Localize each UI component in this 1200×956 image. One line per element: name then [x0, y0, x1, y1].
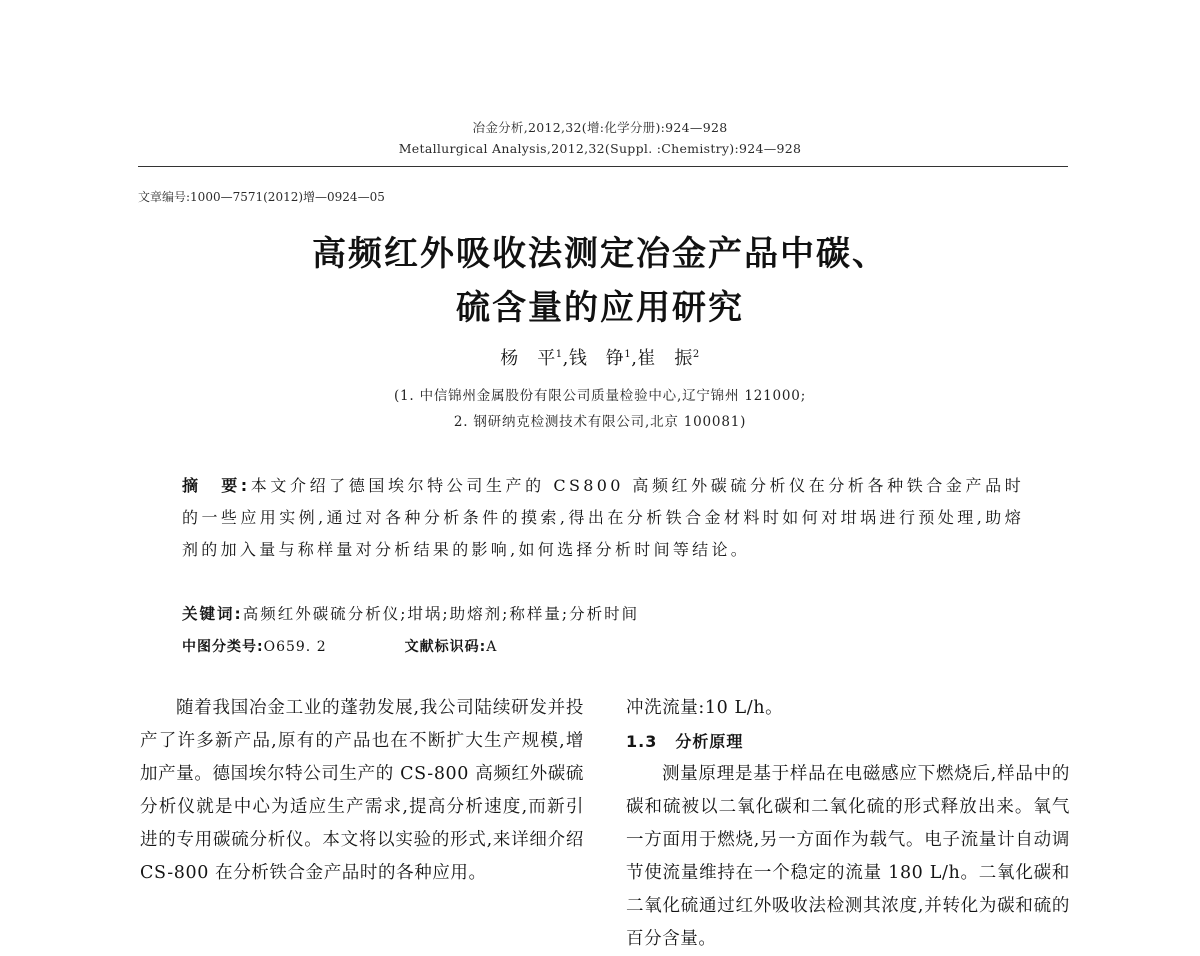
abstract-label: 摘 要:: [182, 476, 251, 495]
intro-paragraph: 随着我国冶金工业的蓬勃发展,我公司陆续研发并投产了许多新产品,原有的产品也在不断扩大生产规模,增加产量。德国埃尔特公司生产的 CS-800 高频红外碳硫分析仪就是中心为适应生产需求,提高分析速度,而新引进的专用碳硫分析仪。本文将以实验的形式,来详细介绍 CS-800 在分析铁合金产品时的各种应用。: [140, 698, 584, 883]
author-name: 崔 振: [637, 348, 693, 369]
journal-citation-cn: 冶金分析,2012,32(增:化学分册):924—928: [472, 120, 728, 135]
keywords: [182, 602, 639, 624]
author-list: [0, 344, 1200, 370]
section-number: 1.3: [626, 732, 658, 751]
author-separator: ,: [562, 348, 569, 369]
author-affiliation-mark: 2: [692, 349, 700, 360]
author-name: 钱 铮: [568, 348, 625, 369]
header-rule: [138, 166, 1068, 167]
abstract-text: 本文介绍了德国埃尔特公司生产的 CS800 高频红外碳硫分析仪在分析各种铁合金产品时的一些应用实例,通过对各种分析条件的摸索,得出在分析铁合金材料时如何对坩埚进行预处理,助熔剂的加入量与称样量对分析结果的影响,如何选择分析时间等结论。: [182, 476, 1024, 559]
author-affiliation-mark: 1: [555, 349, 563, 360]
journal-citation-en: Metallurgical Analysis,2012,32(Suppl. :Chemistry):924—928: [398, 141, 802, 156]
author-name: 杨 平: [500, 348, 556, 369]
keywords-text: 高频红外碳硫分析仪;坩埚;助熔剂;称样量;分析时间: [242, 605, 640, 623]
paper-title-line-2: 硫含量的应用研究: [456, 288, 744, 328]
section-heading: [626, 725, 1070, 758]
classification-row: [182, 636, 497, 656]
body-column-left: [140, 692, 584, 890]
clc-label: 中图分类号:: [182, 639, 264, 655]
doc-code-value: A: [486, 639, 498, 655]
body-column-right: [626, 692, 1070, 956]
affiliation-line-2: 2. 钢研纳克检测技术有限公司,北京 100081): [453, 414, 747, 430]
clc-value: O659. 2: [263, 639, 327, 655]
paper-title-line-1: 高频红外吸收法测定冶金产品中碳、: [312, 234, 888, 274]
author-separator: ,: [631, 348, 638, 369]
affiliation-line-1: (1. 中信锦州金属股份有限公司质量检验中心,辽宁锦州 121000;: [393, 388, 807, 404]
article-number: 文章编号:1000—7571(2012)增—0924—05: [138, 190, 385, 204]
section-title: 分析原理: [675, 732, 744, 751]
doc-code-label: 文献标识码:: [404, 639, 487, 655]
principle-paragraph: 测量原理是基于样品在电磁感应下燃烧后,样品中的碳和硫被以二氧化碳和二氧化硫的形式释放出来。氧气一方面用于燃烧,另一方面作为载气。电子流量计自动调节使流量维持在一个稳定的流量 180 L/h。二氧化碳和二氧化硫通过红外吸收法检测其浓度,并转化为碳和硫的百分含量。: [626, 764, 1070, 949]
keywords-label: 关键词:: [182, 605, 243, 623]
abstract: [182, 470, 1024, 566]
carry-over-line: 冲洗流量:10 L/h。: [626, 698, 784, 718]
author-affiliation-mark: 1: [624, 349, 632, 360]
